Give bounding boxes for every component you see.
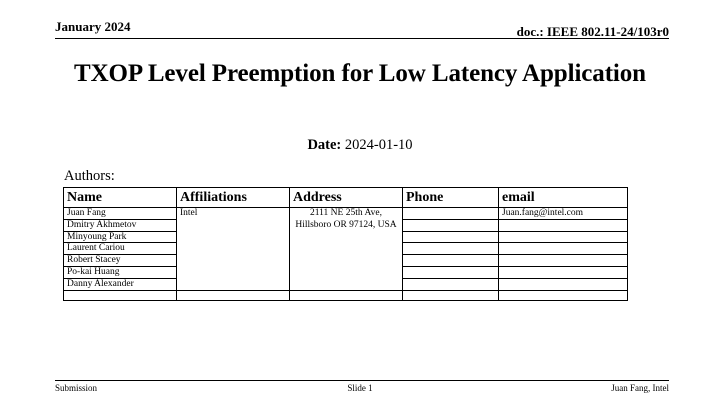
author-name: Dmitry Akhmetov bbox=[64, 219, 177, 231]
author-phone bbox=[403, 278, 499, 290]
author-name: Danny Alexander bbox=[64, 278, 177, 290]
author-phone bbox=[403, 243, 499, 255]
col-header-name: Name bbox=[64, 188, 177, 208]
col-header-phone: Phone bbox=[403, 188, 499, 208]
author-phone bbox=[403, 266, 499, 278]
author-email bbox=[499, 231, 628, 243]
author-name: Laurent Cariou bbox=[64, 243, 177, 255]
table-row-empty bbox=[64, 290, 628, 300]
author-phone bbox=[403, 208, 499, 220]
author-email: Juan.fang@intel.com bbox=[499, 208, 628, 220]
author-email bbox=[499, 278, 628, 290]
author-phone bbox=[403, 255, 499, 267]
footer-slide-number: Slide 1 bbox=[347, 383, 373, 393]
date-line bbox=[0, 137, 720, 154]
header-doc-id: doc.: IEEE 802.11-24/103r0 bbox=[516, 24, 669, 39]
author-email bbox=[499, 243, 628, 255]
author-name: Minyoung Park bbox=[64, 231, 177, 243]
header-divider bbox=[55, 38, 669, 39]
table-header-row bbox=[64, 188, 628, 208]
footer-divider bbox=[55, 380, 669, 381]
author-address: 2111 NE 25th Ave, Hillsboro OR 97124, USA bbox=[290, 208, 403, 291]
author-email bbox=[499, 255, 628, 267]
table-row bbox=[64, 208, 628, 220]
footer-author: Juan Fang, Intel bbox=[611, 383, 669, 393]
header-date: January 2024 bbox=[55, 19, 131, 34]
author-affiliation: Intel bbox=[177, 208, 290, 291]
date-value: 2024-01-10 bbox=[344, 137, 413, 153]
author-name: Juan Fang bbox=[64, 208, 177, 220]
footer-submission: Submission bbox=[55, 383, 98, 393]
author-email bbox=[499, 266, 628, 278]
authors-table bbox=[63, 187, 628, 301]
author-name: Po-kai Huang bbox=[64, 266, 177, 278]
author-name: Robert Stacey bbox=[64, 255, 177, 267]
col-header-address: Address bbox=[290, 188, 403, 208]
author-phone bbox=[403, 219, 499, 231]
date-label: Date: bbox=[307, 137, 342, 153]
slide-title: TXOP Level Preemption for Low Latency Application bbox=[74, 60, 646, 87]
author-email bbox=[499, 219, 628, 231]
col-header-affiliations: Affiliations bbox=[177, 188, 290, 208]
author-phone bbox=[403, 231, 499, 243]
col-header-email: email bbox=[499, 188, 628, 208]
authors-label: Authors: bbox=[64, 168, 115, 184]
